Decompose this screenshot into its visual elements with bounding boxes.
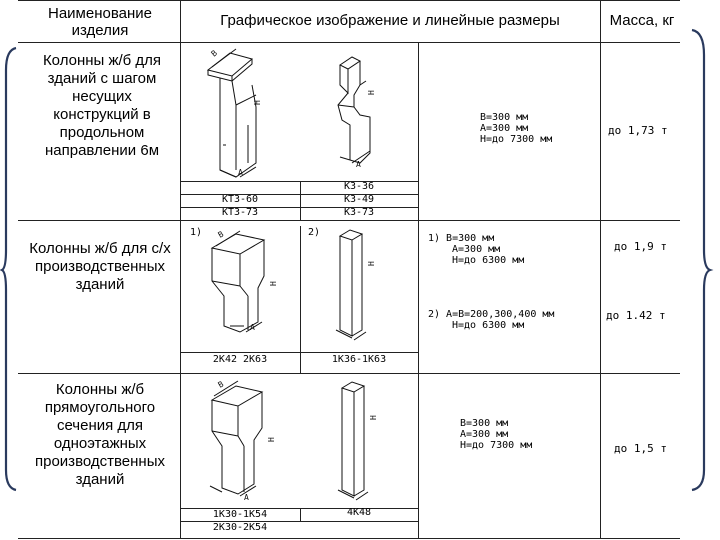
col-divider-2 <box>600 0 601 538</box>
row1-dim-a: A=300 мм <box>480 123 529 134</box>
row3-code-right-1: 4К48 <box>346 507 372 518</box>
row3-mass: до 1,5 т <box>614 442 667 455</box>
row2-dims2-h: H=до 6300 мм <box>452 320 525 331</box>
row2-code-right: 1К36-1К63 <box>331 354 387 365</box>
row2-dims1-b: 1) B=300 мм <box>428 233 495 244</box>
row3-dim-a-label: A <box>244 493 249 502</box>
row2-code-left: 2К42 2К63 <box>212 354 268 365</box>
table-bottom-border <box>18 538 680 539</box>
row1-drawing-k3-column <box>310 45 420 180</box>
row2-right-dim-h-label: H <box>367 261 376 266</box>
row2-product-name: Колонны ж/б для с/х производственных зданий <box>29 240 171 293</box>
right-brace-decoration <box>688 0 718 540</box>
row2-bottom-border <box>18 373 680 374</box>
row2-dim-h-label: H <box>269 281 278 286</box>
row3-dim-b-label: B <box>216 379 226 390</box>
row2-code-line <box>180 352 418 353</box>
row1-product-name: Колонны ж/б для зданий с шагом несущих конструкций в продольном направлении 6м <box>42 52 162 159</box>
row1-dim-h: H=до 7300 мм <box>480 134 553 145</box>
row3-code-left-1: 1К30-1К54 <box>212 509 268 520</box>
row2-mass-1: до 1,9 т <box>614 240 667 253</box>
row1-right-dim-h-label: H <box>367 90 376 95</box>
row2-dim-a-label: A <box>250 323 255 332</box>
row2-dims2-ab: 2) A=B=200,300,400 мм <box>428 309 555 320</box>
row1-code-right-2: КЗ-49 <box>343 194 375 205</box>
row2-label-1: 1) <box>190 227 203 238</box>
row1-mass: до 1,73 т <box>608 124 668 137</box>
row1-code-left-1: КТЗ-60 <box>221 194 259 205</box>
row3-product-name: Колонны ж/б прямоугольного сечения для одноэтажных производственных зданий <box>35 381 165 488</box>
row3-dim-h: H=до 7300 мм <box>460 440 533 451</box>
row2-drawing-2k-column <box>190 226 300 346</box>
row3-dim-a: A=300 мм <box>460 429 509 440</box>
row1-dim-a-label: A <box>238 168 243 177</box>
row1-code-right-1: КЗ-36 <box>343 181 375 192</box>
table-top-border <box>18 0 680 1</box>
row1-code-left-2: КТЗ-73 <box>221 207 259 218</box>
header-mass-column: Масса, кг <box>609 12 675 29</box>
row1-dim-b-label: B <box>209 48 219 59</box>
row2-mass-2: до 1.42 т <box>606 309 666 322</box>
row1-drawing-kt3-column <box>190 45 300 180</box>
header-drawing-column: Графическое изображение и линейные размеры <box>220 12 560 29</box>
row3-dim-b: B=300 мм <box>460 418 509 429</box>
row2-dims1-a: A=300 мм <box>452 244 501 255</box>
row3-drawing-1k-2k-column <box>190 376 300 506</box>
row1-dim-h-label: H <box>253 100 262 105</box>
row2-drawing-1k-column <box>310 226 420 346</box>
row1-right-dim-a-label: A <box>356 160 361 169</box>
row3-code-left-2: 2К30-2К54 <box>212 522 268 533</box>
row2-code-divider <box>300 226 301 373</box>
col-divider-1 <box>180 0 181 538</box>
row1-bottom-border <box>18 220 680 221</box>
header-name-column: Наименование изделия <box>48 5 152 39</box>
row1-code-right-3: КЗ-73 <box>343 207 375 218</box>
row3-drawing-4k-column <box>310 376 420 506</box>
row2-dim-b-label: B <box>216 229 226 240</box>
row2-label-2: 2) <box>308 227 321 238</box>
row2-dims1-h: H=до 6300 мм <box>452 255 525 266</box>
header-bottom-border <box>18 42 680 43</box>
row1-dim-b: B=300 мм <box>480 112 529 123</box>
left-brace-decoration <box>0 0 20 540</box>
row3-right-dim-h-label: H <box>369 415 378 420</box>
row3-dim-h-label: H <box>267 437 276 442</box>
